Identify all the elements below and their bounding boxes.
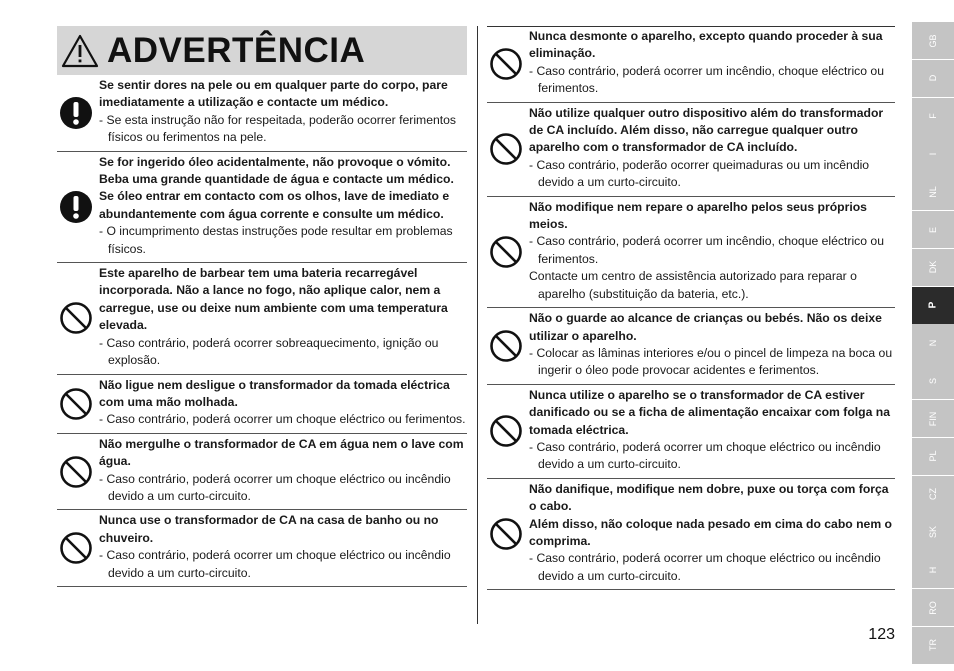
warning-statement: Não danifique, modifique nem dobre, puxe ou torça com força o cabo. (529, 481, 889, 514)
warning-statement: Não ligue nem desligue o transformador da tomada eléctrica com uma mão molhada. (99, 377, 450, 409)
page-number: 123 (868, 626, 895, 643)
prohibited-icon (59, 531, 93, 565)
language-tab-label: E (928, 226, 938, 233)
warning-statement: Se sentir dores na pele ou em qualquer parte do corpo, pare imediatamente a utilização e contacte um médico. (99, 78, 448, 110)
language-tab-label: FIN (928, 411, 938, 426)
warning-statement: Nunca utilize o aparelho se o transformador de CA estiver danificado ou se a ficha de alimentação encaixar com folga na tomada eléctrica. (529, 387, 891, 437)
warning-entry (487, 308, 895, 385)
prohibited-icon (489, 235, 523, 269)
language-tab-label: RO (928, 600, 938, 615)
right-column (487, 26, 895, 590)
language-tab-nl[interactable] (912, 173, 954, 210)
warning-statement: Se for ingerido óleo acidentalmente, não provoque o vómito. Beba uma grande quantidade de água e contacte um médico. (99, 154, 454, 187)
warning-statement: Não utilize qualquer outro dispositivo além do transformador de CA incluído. Além disso, não carregue qualquer outro aparelho com o transformador de CA incluído. (529, 105, 884, 155)
prohibited-icon (59, 455, 93, 489)
language-tab-f[interactable] (912, 98, 954, 135)
warning-entry (487, 479, 895, 590)
language-tab-label: SK (928, 525, 938, 539)
page-title: ADVERTÊNCIA (107, 30, 366, 70)
language-tab-label: TR (928, 639, 938, 652)
prohibited-icon (59, 301, 93, 335)
warning-entry (57, 434, 467, 511)
warning-entry (57, 375, 467, 434)
prohibited-icon (489, 329, 523, 363)
language-tab-dk[interactable] (912, 249, 954, 286)
warning-entry (487, 26, 895, 103)
warning-entry (57, 510, 467, 587)
warning-statement: Além disso, não coloque nada pesado em cima do cabo nem o comprima. (529, 516, 893, 548)
mandatory-icon (59, 96, 93, 130)
warning-note: - Caso contrário, poderá ocorrer um choque eléctrico ou incêndio devido a um curto-circuito. (99, 548, 451, 580)
language-tab-label: NL (928, 186, 938, 198)
language-tab-label: DK (928, 261, 938, 274)
language-tab-p[interactable] (912, 287, 954, 324)
language-tab-tr[interactable] (912, 627, 954, 664)
warning-statement: Não o guarde ao alcance de crianças ou bebés. Não os deixe utilizar o aparelho. (529, 311, 882, 343)
warning-note: - Caso contrário, poderão ocorrer queimaduras ou um incêndio devido a um curto-circuito. (529, 157, 870, 190)
language-tab-cz[interactable] (912, 476, 954, 513)
language-tab-label: P (927, 301, 939, 309)
warning-note: - Caso contrário, poderá ocorrer um choque eléctrico ou incêndio devido a um curto-circuito. (99, 471, 451, 503)
left-column (57, 26, 467, 587)
column-divider (477, 26, 478, 624)
warning-note: - O incumprimento destas instruções pode resultar em problemas físicos. (99, 224, 453, 256)
warning-note: - Caso contrário, poderá ocorrer um choque eléctrico ou ferimentos. (99, 412, 466, 427)
warning-entry (487, 197, 895, 308)
warning-statement: Não modifique nem repare o aparelho pelos seus próprios meios. (529, 199, 867, 232)
language-tab-label: I (928, 152, 938, 156)
language-tab-ro[interactable] (912, 589, 954, 626)
warning-entry (57, 263, 467, 374)
language-tab-d[interactable] (912, 60, 954, 97)
warning-entry (57, 75, 467, 152)
language-tab-label: S (928, 377, 938, 384)
language-tab-h[interactable] (912, 551, 954, 588)
language-tab-label: CZ (928, 488, 938, 501)
warning-note: - Se esta instrução não for respeitada, poderão ocorrer ferimentos físicos ou ferimentos na pele. (99, 112, 457, 145)
warning-note: - Caso contrário, poderá ocorrer um incêndio, choque eléctrico ou ferimentos. (529, 234, 884, 266)
warning-note: - Caso contrário, poderá ocorrer um choque eléctrico ou incêndio devido a um curto-circuito. (529, 551, 881, 583)
language-tab-s[interactable] (912, 362, 954, 399)
warning-entry (487, 103, 895, 197)
language-tab-label: PL (928, 450, 938, 462)
language-tab-label: F (928, 113, 938, 119)
language-tab-pl[interactable] (912, 438, 954, 475)
prohibited-icon (489, 132, 523, 166)
language-tab-label: N (928, 339, 938, 347)
warning-statement: Este aparelho de barbear tem uma bateria recarregável incorporada. Não a lance no fogo, não aplique calor, nem a carregue, use ou deixe num ambiente com uma temperatura elevada. (99, 266, 448, 333)
language-tab-gb[interactable] (912, 22, 954, 59)
warning-statement: Se óleo entrar em contacto com os olhos, lave de imediato e abundantemente com água corrente e consulte um médico. (99, 189, 450, 221)
language-tab-e[interactable] (912, 211, 954, 248)
prohibited-icon (59, 387, 93, 421)
warning-note: - Caso contrário, poderá ocorrer sobreaquecimento, ignição ou explosão. (99, 335, 439, 368)
language-tab-label: H (928, 566, 938, 574)
warning-statement: Nunca use o transformador de CA na casa de banho ou no chuveiro. (99, 513, 439, 545)
warning-note: - Colocar as lâminas interiores e/ou o pincel de limpeza na boca ou ingerir o óleo pode provocar acidentes e ferimentos. (529, 345, 893, 378)
prohibited-icon (489, 517, 523, 551)
mandatory-icon (59, 190, 93, 224)
warning-note: Contacte um centro de assistência autorizado para reparar o aparelho (substituição da bateria, etc.). (529, 269, 857, 301)
language-tab-label: D (928, 75, 938, 82)
language-tabs (912, 22, 954, 665)
language-tab-fin[interactable] (912, 400, 954, 437)
warning-statement: Nunca desmonte o aparelho, excepto quando proceder à sua eliminação. (529, 29, 883, 61)
language-tab-i[interactable] (912, 135, 954, 172)
language-tab-n[interactable] (912, 324, 954, 361)
warning-note: - Caso contrário, poderá ocorrer um incêndio, choque eléctrico ou ferimentos. (529, 63, 884, 96)
language-tab-sk[interactable] (912, 513, 954, 550)
prohibited-icon (489, 414, 523, 448)
prohibited-icon (489, 47, 523, 81)
warning-triangle-icon (61, 34, 99, 68)
warning-statement: Não mergulhe o transformador de CA em água nem o lave com água. (99, 436, 464, 469)
language-tab-label: GB (928, 34, 938, 48)
warning-header (57, 26, 467, 75)
warning-entry (487, 385, 895, 479)
warning-note: - Caso contrário, poderá ocorrer um choque eléctrico ou incêndio devido a um curto-circuito. (529, 439, 881, 472)
warning-entry (57, 152, 467, 263)
